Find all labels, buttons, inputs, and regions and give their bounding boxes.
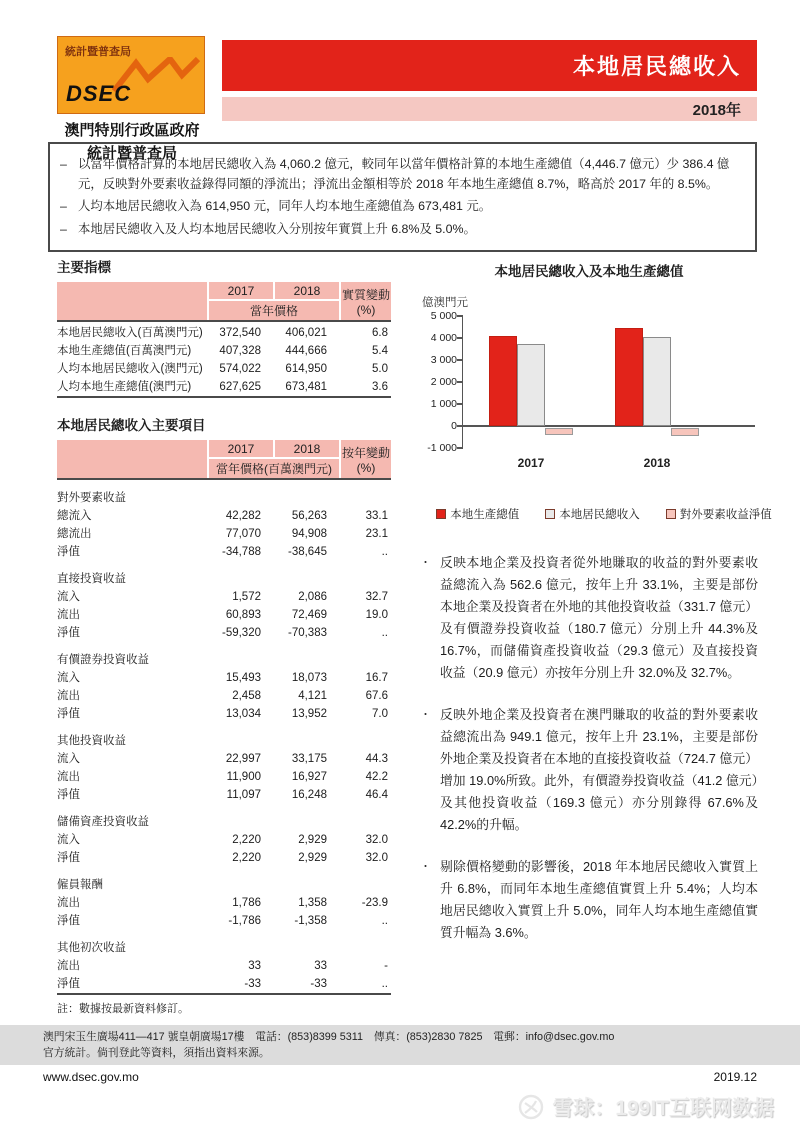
table-row (57, 624, 391, 642)
value-2017: -1,786 (228, 915, 261, 927)
analysis-bullets (420, 552, 758, 944)
group-label: 僱員報酬 (57, 879, 103, 891)
value-2018: 406,021 (275, 320, 341, 342)
chart-title: 本地居民總收入及本地生產總值 (494, 264, 684, 279)
group-label: 對外要素收益 (57, 478, 391, 507)
value-2018: 72,469 (291, 609, 327, 621)
analysis-bullet (420, 856, 758, 944)
legend-swatch (666, 509, 676, 519)
value-2017: -33 (244, 978, 261, 990)
snowball-logo-icon (518, 1094, 544, 1120)
table-row (57, 687, 391, 705)
group-label: 直接投資收益 (57, 573, 126, 585)
value-2017: 2,458 (232, 690, 261, 702)
value-2017: 42,282 (225, 510, 261, 522)
dot-marker: ・ (420, 557, 431, 569)
value-change: 33.1 (365, 510, 388, 522)
table2-price-header: 當年價格(百萬澳門元) (209, 459, 341, 478)
value-2017: 2,220 (232, 852, 261, 864)
key-indicators-table (57, 282, 391, 398)
row-label: 人均本地生產總值(澳門元) (57, 381, 192, 393)
website-link[interactable]: www.dsec.gov.mo (43, 1070, 139, 1084)
dash-marker: – (60, 157, 67, 171)
table1-col-2018: 2018 (275, 282, 341, 301)
table-row (57, 705, 391, 723)
analysis-bullet-text: 反映本地企業及投資者從外地賺取的收益的對外要素收益總流入為 562.6 億元，按年上升 33.1%，主要是部份本地企業及投資者在外地的其他投資收益（331.7 億元）及有價證券投資收益（180.7 億元）分別上升 44.3%及 16.7%，而儲備資產投資收益（29.3 億元）及直接投資收益（20.9 億元）亦按年分別上升 32.0%及 32.7%。 (440, 555, 758, 680)
axis-tick (457, 315, 463, 317)
table-row (57, 831, 391, 849)
value-change: 32.0 (365, 834, 388, 846)
value-2017: 13,034 (225, 708, 261, 720)
table-row (57, 360, 391, 378)
value-change: 6.8 (341, 320, 391, 342)
chart-unit-label: 億澳門元 (422, 297, 468, 309)
table-row (57, 507, 391, 525)
row-label: 流入 (57, 834, 80, 846)
value-2017: 11,900 (226, 771, 261, 783)
group-row (57, 867, 391, 894)
axis-tick (457, 381, 463, 383)
row-label: 淨值 (57, 915, 80, 927)
dash-marker: – (60, 199, 67, 214)
group-row (57, 804, 391, 831)
table-row (57, 750, 391, 768)
value-2018: 94,908 (291, 528, 327, 540)
chart-bar (489, 336, 517, 426)
left-column (57, 256, 391, 1016)
axis-tick (457, 337, 463, 339)
row-label: 總流出 (57, 528, 92, 540)
group-row (57, 561, 391, 588)
chart-bar (615, 328, 643, 426)
chart-bar (517, 344, 545, 426)
table-row (57, 342, 391, 360)
value-2018: 33,175 (291, 753, 327, 765)
value-2017: -59,320 (221, 627, 261, 639)
report-title-bar (222, 40, 757, 91)
value-2017: 627,625 (219, 381, 261, 393)
group-label: 其他初次收益 (57, 942, 126, 954)
legend-label: 本地生產總值 (450, 509, 520, 521)
table-row (57, 525, 391, 543)
group-row (57, 478, 391, 507)
legend-item (436, 506, 519, 522)
report-year-bar (222, 97, 757, 121)
chart-legend (450, 506, 772, 522)
page-title: 本地居民總收入 (572, 54, 741, 79)
axis-tick-label: -1 000 (427, 442, 457, 454)
value-2017: 77,070 (225, 528, 261, 540)
value-change: 5.0 (372, 363, 388, 375)
axis-tick (457, 403, 463, 405)
axis-tick-label: 3 000 (430, 354, 457, 366)
table1-blank-header (57, 282, 209, 320)
value-change: 23.1 (365, 528, 388, 540)
summary-bullet-text: 以當年價格計算的本地居民總收入為 4,060.2 億元，較同年以當年價格計算的本地生產總值（4,446.7 億元）少 386.4 億元，反映對外要素收益錄得同額的淨流出；淨流出金額相等於 2018 年本地生產總值 8.7%，略高於 2017 年的 8.5%。 (78, 157, 730, 191)
value-2017: 33 (248, 960, 261, 972)
gov-line-2: 統計暨普查局 (86, 144, 177, 162)
row-label: 淨值 (57, 546, 80, 558)
axis-tick-label: 2 000 (430, 376, 457, 388)
value-2018: -70,383 (287, 627, 327, 639)
row-label: 流出 (57, 609, 80, 621)
legend-label: 對外要素收益淨值 (679, 509, 772, 521)
table-note: 註：數據按最新資料修訂。 (57, 1003, 189, 1015)
value-change: 32.7 (365, 591, 388, 603)
legend-label: 本地居民總收入 (559, 509, 640, 521)
row-label: 本地生產總值(百萬澳門元) (57, 345, 192, 357)
analysis-bullet-text: 反映外地企業及投資者在澳門賺取的收益的對外要素收益總流出為 949.1 億元，按年上升 23.1%，主要是部份外地企業及投資者在本地的直接投資收益（724.7 億元）增加 19.0%所致。此外，有價證券投資收益（41.2 億元）及其他投資收益（169.3 億元）亦分別錄得 67.6%及 42.2%的升幅。 (440, 707, 758, 832)
logo-top-text: 統計暨普查局 (65, 46, 131, 58)
issue-date: 2019.12 (713, 1070, 757, 1084)
analysis-bullet (420, 552, 758, 684)
analysis-bullet-text: 剔除價格變動的影響後，2018 年本地居民總收入實質上升 6.8%，而同年本地生產總值實質上升 5.4%；人均本地居民總收入實質上升 5.0%，同年人均本地生產總值實質升幅為 3.6%。 (440, 859, 758, 940)
value-change: 7.0 (372, 708, 388, 720)
chart-category-label: 2017 (517, 456, 545, 470)
axis-tick-label: 0 (451, 420, 457, 432)
value-change: 44.3 (365, 753, 388, 765)
table-row (57, 975, 391, 993)
table-row (57, 768, 391, 786)
table-row (57, 543, 391, 561)
value-2018: 673,481 (285, 381, 327, 393)
watermark-text: 雪球：199IT互联网数据 (552, 1097, 774, 1120)
value-2018: 614,950 (285, 363, 327, 375)
table-row (57, 606, 391, 624)
value-change: -23.9 (361, 897, 388, 909)
row-label: 流出 (57, 960, 80, 972)
value-change: .. (381, 627, 388, 639)
value-2018: 4,121 (298, 690, 327, 702)
axis-tick (457, 359, 463, 361)
legend-swatch (436, 509, 446, 519)
value-2018: 1,358 (298, 897, 327, 909)
dot-marker: ・ (420, 709, 431, 721)
value-change: .. (381, 915, 388, 927)
footer-band (0, 1025, 800, 1065)
value-change: .. (381, 546, 388, 558)
dsec-logo (57, 36, 205, 114)
right-column (420, 256, 772, 964)
value-2018: -38,645 (287, 546, 327, 558)
value-2018: -1,358 (294, 915, 327, 927)
value-change: .. (381, 978, 388, 990)
row-label: 淨值 (57, 978, 80, 990)
value-change: 3.6 (372, 381, 388, 393)
table2-col-2018: 2018 (275, 440, 341, 459)
summary-bullet (60, 220, 741, 240)
value-2017: 15,493 (225, 672, 261, 684)
value-2018: 2,929 (298, 834, 327, 846)
value-2017: -34,788 (221, 546, 261, 558)
row-label: 人均本地居民總收入(澳門元) (57, 363, 203, 375)
table2-col-2017: 2017 (209, 440, 275, 459)
chart-category-label: 2018 (643, 456, 671, 470)
value-2018: 33 (314, 960, 327, 972)
report-year: 2018年 (692, 101, 741, 119)
value-2018: 16,927 (291, 771, 327, 783)
axis-tick-label: 4 000 (430, 332, 457, 344)
row-label: 流入 (57, 753, 80, 765)
row-label: 淨值 (57, 627, 80, 639)
axis-tick-label: 1 000 (430, 398, 457, 410)
chart-bar (545, 428, 573, 436)
group-row (57, 642, 391, 669)
value-change: 19.0 (365, 609, 388, 621)
watermark (518, 1092, 774, 1122)
chart-bar (643, 337, 671, 426)
table-row (57, 378, 391, 396)
table-row (57, 912, 391, 930)
value-change: 5.4 (372, 345, 388, 357)
table2-blank-header (57, 440, 209, 478)
table-row (57, 957, 391, 975)
table-row (57, 669, 391, 687)
row-label: 流出 (57, 771, 80, 783)
table2-title: 本地居民總收入主要項目 (57, 418, 206, 433)
value-2017: 11,097 (226, 789, 261, 801)
table1-title: 主要指標 (57, 260, 111, 275)
value-change: 67.6 (365, 690, 388, 702)
row-label: 淨值 (57, 789, 80, 801)
value-2018: 2,086 (298, 591, 327, 603)
legend-item (545, 506, 640, 522)
logo-brand: DSEC (66, 81, 132, 106)
row-label: 流入 (57, 591, 80, 603)
value-2018: 13,952 (291, 708, 327, 720)
group-row (57, 723, 391, 750)
dash-marker: – (60, 221, 67, 236)
legend-item (666, 506, 772, 522)
row-label: 流出 (57, 690, 80, 702)
table1-col-2017: 2017 (209, 282, 275, 301)
value-2017: 22,997 (225, 753, 261, 765)
footer-official-note: 官方統計。倘刊登此等資料，須指出資料來源。 (43, 1046, 270, 1059)
value-2018: 18,073 (291, 672, 327, 684)
table-row (57, 849, 391, 867)
axis-tick-label: 5 000 (430, 310, 457, 322)
table-row (57, 588, 391, 606)
row-label: 總流入 (57, 510, 92, 522)
value-2017: 372,540 (209, 320, 275, 342)
value-2018: 56,263 (291, 510, 327, 522)
value-2017: 1,572 (232, 591, 261, 603)
table2-change-header: 按年變動 (%) (341, 440, 391, 478)
value-change: 16.7 (365, 672, 388, 684)
value-change: - (384, 960, 388, 972)
value-change: 46.4 (365, 789, 388, 801)
summary-box (48, 142, 757, 252)
value-2017: 407,328 (219, 345, 261, 357)
group-label: 儲備資產投資收益 (57, 816, 149, 828)
bar-chart (427, 310, 754, 492)
value-2018: 2,929 (298, 852, 327, 864)
table-row (57, 320, 391, 342)
axis-tick (457, 447, 463, 449)
summary-bullet (60, 197, 741, 217)
legend-swatch (545, 509, 555, 519)
value-2017: 1,786 (232, 897, 261, 909)
footer-site-row (43, 1070, 757, 1084)
gni-items-table (57, 440, 391, 995)
value-2017: 60,893 (225, 609, 261, 621)
analysis-bullet (420, 704, 758, 836)
dot-marker: ・ (420, 861, 431, 873)
row-label: 流出 (57, 897, 80, 909)
table-row (57, 786, 391, 804)
chart-plot-area (427, 310, 755, 470)
group-label: 其他投資收益 (57, 735, 126, 747)
table-row (57, 894, 391, 912)
summary-bullet (60, 155, 741, 194)
row-label: 本地居民總收入(百萬澳門元) (57, 320, 209, 342)
table1-price-header: 當年價格 (209, 301, 341, 320)
value-2018: 444,666 (285, 345, 327, 357)
value-change: 32.0 (365, 852, 388, 864)
gov-line-1: 澳門特別行政區政府 (64, 122, 200, 139)
row-label: 淨值 (57, 708, 80, 720)
summary-bullet-text: 本地居民總收入及人均本地居民總收入分別按年實質上升 6.8%及 5.0%。 (78, 221, 476, 236)
value-2018: 16,248 (291, 789, 327, 801)
footer-address: 澳門宋玉生廣場411—417 號皇朝廣場17樓 電話：(853)8399 5311 傳真：(853)2830 7825 電郵：info@dsec.gov.mo (43, 1031, 615, 1043)
value-change: 42.2 (365, 771, 388, 783)
chart-bar (671, 428, 699, 437)
row-label: 流入 (57, 672, 80, 684)
row-label: 淨值 (57, 852, 80, 864)
table1-change-header: 實質變動 (%) (341, 282, 391, 320)
group-label: 有價證券投資收益 (57, 654, 149, 666)
group-row (57, 930, 391, 957)
value-2018: -33 (310, 978, 327, 990)
value-2017: 574,022 (219, 363, 261, 375)
value-2017: 2,220 (232, 834, 261, 846)
summary-bullet-text: 人均本地居民總收入為 614,950 元，同年人均本地生產總值為 673,481 元。 (78, 199, 492, 214)
